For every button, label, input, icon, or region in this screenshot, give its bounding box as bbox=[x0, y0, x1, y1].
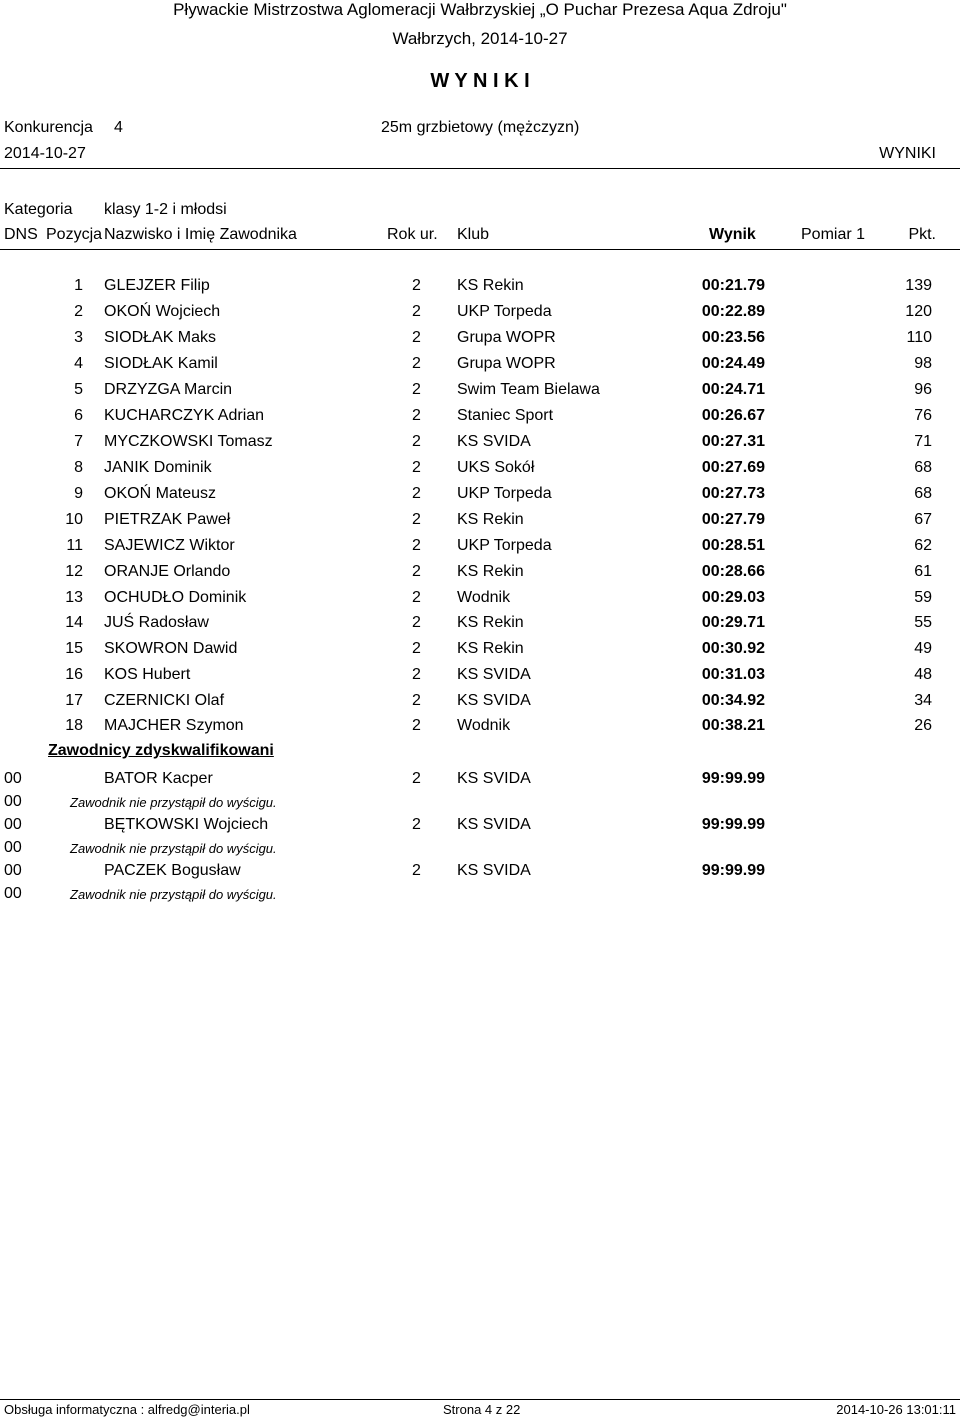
row-year: 2 bbox=[412, 770, 421, 787]
event-date: 2014-10-27 bbox=[4, 145, 86, 162]
row-name: PIETRZAK Paweł bbox=[104, 511, 231, 528]
row-position: 16 bbox=[65, 666, 83, 683]
row-position: 18 bbox=[65, 717, 83, 734]
row-year: 2 bbox=[412, 640, 421, 657]
row-club: Swim Team Bielawa bbox=[457, 381, 600, 398]
category-value: klasy 1-2 i młodsi bbox=[104, 201, 227, 218]
row-time: 00:29.71 bbox=[701, 614, 765, 631]
category-label: Kategoria bbox=[4, 201, 73, 218]
row-time: 00:27.73 bbox=[701, 485, 765, 502]
row-points: 34 bbox=[914, 692, 932, 709]
table-row bbox=[0, 485, 960, 511]
dq-code: 00 bbox=[4, 862, 22, 879]
dq-note-code: 00 bbox=[4, 885, 22, 902]
col-points: Pkt. bbox=[908, 226, 936, 243]
row-time: 00:21.79 bbox=[701, 277, 765, 294]
row-time: 00:28.66 bbox=[701, 563, 765, 580]
row-position: 4 bbox=[74, 355, 83, 372]
table-row bbox=[0, 614, 960, 640]
row-name: OKOŃ Wojciech bbox=[104, 303, 221, 320]
row-year: 2 bbox=[412, 407, 421, 424]
col-club: Klub bbox=[457, 226, 490, 243]
row-position: 13 bbox=[65, 589, 83, 606]
table-row bbox=[0, 640, 960, 666]
row-position: 6 bbox=[74, 407, 83, 424]
row-time: 00:26.67 bbox=[701, 407, 765, 424]
col-dns: DNS bbox=[4, 226, 38, 243]
row-points: 71 bbox=[914, 433, 932, 450]
row-points: 96 bbox=[914, 381, 932, 398]
row-year: 2 bbox=[412, 717, 421, 734]
row-club: KS SVIDA bbox=[457, 666, 531, 683]
row-points: 120 bbox=[905, 303, 932, 320]
row-points: 61 bbox=[914, 563, 932, 580]
row-year: 2 bbox=[412, 277, 421, 294]
row-time: 00:38.21 bbox=[701, 717, 765, 734]
row-name: SIODŁAK Kamil bbox=[104, 355, 218, 372]
row-points: 55 bbox=[914, 614, 932, 631]
col-name: Nazwisko i Imię Zawodnika bbox=[104, 226, 297, 243]
row-club: UKP Torpeda bbox=[457, 537, 552, 554]
row-time: 00:22.89 bbox=[701, 303, 765, 320]
row-time: 00:28.51 bbox=[701, 537, 765, 554]
table-row bbox=[0, 381, 960, 407]
row-position: 12 bbox=[65, 563, 83, 580]
row-position: 14 bbox=[65, 614, 83, 631]
table-row bbox=[0, 511, 960, 537]
row-position: 1 bbox=[74, 277, 83, 294]
col-split: Pomiar 1 bbox=[801, 226, 866, 243]
row-position: 5 bbox=[74, 381, 83, 398]
row-name: OKOŃ Mateusz bbox=[104, 485, 217, 502]
row-name: JUŚ Radosław bbox=[104, 614, 209, 631]
dq-code: 00 bbox=[4, 770, 22, 787]
footer-divider bbox=[0, 1399, 960, 1400]
event-type: WYNIKI bbox=[879, 145, 936, 162]
row-name: PACZEK Bogusław bbox=[104, 862, 241, 879]
row-year: 2 bbox=[412, 329, 421, 346]
row-year: 2 bbox=[412, 537, 421, 554]
row-year: 2 bbox=[412, 692, 421, 709]
col-result: Wynik bbox=[709, 226, 756, 243]
row-name: CZERNICKI Olaf bbox=[104, 692, 225, 709]
row-points: 76 bbox=[914, 407, 932, 424]
row-position: 3 bbox=[74, 329, 83, 346]
row-time: 00:27.69 bbox=[701, 459, 765, 476]
row-name: MAJCHER Szymon bbox=[104, 717, 244, 734]
footer-support: Obsługa informatyczna : alfredg@interia.pl bbox=[4, 1402, 250, 1417]
row-name: OCHUDŁO Dominik bbox=[104, 589, 247, 606]
row-time: 00:34.92 bbox=[701, 692, 765, 709]
table-row bbox=[0, 666, 960, 692]
row-club: UKS Sokół bbox=[457, 459, 535, 476]
table-row bbox=[0, 589, 960, 615]
row-points: 139 bbox=[905, 277, 932, 294]
row-points: 68 bbox=[914, 485, 932, 502]
row-position: 11 bbox=[66, 537, 83, 554]
row-club: KS Rekin bbox=[457, 277, 524, 294]
row-year: 2 bbox=[412, 816, 421, 833]
col-position: Pozycja bbox=[46, 226, 103, 243]
row-name: JANIK Dominik bbox=[104, 459, 212, 476]
row-name: KOS Hubert bbox=[104, 666, 191, 683]
dq-code: 00 bbox=[4, 816, 22, 833]
row-club: Grupa WOPR bbox=[457, 329, 556, 346]
row-club: Staniec Sport bbox=[457, 407, 554, 424]
row-position: 2 bbox=[74, 303, 83, 320]
row-club: KS Rekin bbox=[457, 614, 524, 631]
table-row bbox=[0, 459, 960, 485]
row-club: KS SVIDA bbox=[457, 770, 531, 787]
table-row bbox=[0, 329, 960, 355]
table-row bbox=[0, 770, 960, 796]
row-club: KS Rekin bbox=[457, 511, 524, 528]
row-club: KS SVIDA bbox=[457, 862, 531, 879]
table-row bbox=[0, 862, 960, 888]
row-club: UKP Torpeda bbox=[457, 303, 552, 320]
dq-note-code: 00 bbox=[4, 793, 22, 810]
disqualified-heading: Zawodnicy zdyskwalifikowani bbox=[48, 742, 274, 759]
table-row bbox=[0, 537, 960, 563]
table-row bbox=[0, 563, 960, 589]
row-time: 99:99.99 bbox=[701, 816, 765, 833]
row-position: 7 bbox=[74, 433, 83, 450]
row-time: 00:27.31 bbox=[701, 433, 765, 450]
row-position: 17 bbox=[65, 692, 83, 709]
row-name: SAJEWICZ Wiktor bbox=[104, 537, 235, 554]
row-year: 2 bbox=[412, 459, 421, 476]
row-year: 2 bbox=[412, 485, 421, 502]
row-year: 2 bbox=[412, 614, 421, 631]
row-club: Wodnik bbox=[457, 589, 511, 606]
row-position: 10 bbox=[65, 511, 83, 528]
row-time: 99:99.99 bbox=[701, 862, 765, 879]
row-time: 00:23.56 bbox=[701, 329, 765, 346]
competition-place-date: Wałbrzych, 2014-10-27 bbox=[392, 29, 568, 48]
row-points: 110 bbox=[906, 329, 932, 346]
row-points: 62 bbox=[914, 537, 932, 554]
row-year: 2 bbox=[412, 511, 421, 528]
row-points: 67 bbox=[914, 511, 932, 528]
event-name: 25m grzbietowy (mężczyzn) bbox=[381, 119, 580, 136]
table-row bbox=[0, 407, 960, 433]
row-club: KS SVIDA bbox=[457, 816, 531, 833]
row-time: 00:29.03 bbox=[701, 589, 765, 606]
event-number: 4 bbox=[114, 119, 123, 136]
divider bbox=[0, 249, 960, 250]
row-name: GLEJZER Filip bbox=[104, 277, 210, 294]
row-year: 2 bbox=[412, 355, 421, 372]
footer-page: Strona 4 z 22 bbox=[443, 1402, 521, 1417]
row-year: 2 bbox=[412, 666, 421, 683]
row-year: 2 bbox=[412, 433, 421, 450]
row-points: 59 bbox=[914, 589, 932, 606]
row-year: 2 bbox=[412, 381, 421, 398]
row-year: 2 bbox=[412, 303, 421, 320]
row-position: 15 bbox=[65, 640, 83, 657]
table-row bbox=[0, 816, 960, 842]
row-name: DRZYZGA Marcin bbox=[104, 381, 233, 398]
row-name: KUCHARCZYK Adrian bbox=[104, 407, 265, 424]
table-row bbox=[0, 277, 960, 303]
row-position: 8 bbox=[74, 459, 83, 476]
row-year: 2 bbox=[412, 563, 421, 580]
event-label: Konkurencja bbox=[4, 119, 93, 136]
dq-note: Zawodnik nie przystąpił do wyścigu. bbox=[70, 887, 277, 902]
row-club: KS Rekin bbox=[457, 563, 524, 580]
row-club: KS SVIDA bbox=[457, 692, 531, 709]
dq-note-code: 00 bbox=[4, 839, 22, 856]
row-year: 2 bbox=[412, 589, 421, 606]
row-club: KS SVIDA bbox=[457, 433, 531, 450]
row-name: SKOWRON Dawid bbox=[104, 640, 238, 657]
table-row bbox=[0, 433, 960, 459]
row-time: 99:99.99 bbox=[701, 770, 765, 787]
row-time: 00:24.49 bbox=[701, 355, 765, 372]
row-club: Wodnik bbox=[457, 717, 511, 734]
results-heading: W Y N I K I bbox=[430, 70, 530, 92]
row-time: 00:24.71 bbox=[701, 381, 765, 398]
table-row bbox=[0, 355, 960, 381]
row-club: Grupa WOPR bbox=[457, 355, 556, 372]
row-points: 68 bbox=[914, 459, 932, 476]
table-row bbox=[0, 717, 960, 743]
dq-note: Zawodnik nie przystąpił do wyścigu. bbox=[70, 841, 277, 856]
row-name: SIODŁAK Maks bbox=[104, 329, 217, 346]
dq-note: Zawodnik nie przystąpił do wyścigu. bbox=[70, 795, 277, 810]
row-points: 49 bbox=[914, 640, 932, 657]
row-position: 9 bbox=[74, 485, 83, 502]
row-points: 26 bbox=[914, 717, 932, 734]
competition-title: Pływackie Mistrzostwa Aglomeracji Wałbrzyskiej „O Puchar Prezesa Aqua Zdroju" bbox=[173, 0, 787, 19]
table-row bbox=[0, 303, 960, 329]
row-points: 98 bbox=[914, 355, 932, 372]
table-row bbox=[0, 692, 960, 718]
row-name: BĘTKOWSKI Wojciech bbox=[104, 816, 269, 833]
row-club: UKP Torpeda bbox=[457, 485, 552, 502]
row-time: 00:27.79 bbox=[701, 511, 765, 528]
row-name: BATOR Kacper bbox=[104, 770, 213, 787]
row-name: MYCZKOWSKI Tomasz bbox=[104, 433, 273, 450]
col-year: Rok ur. bbox=[387, 226, 438, 243]
row-time: 00:30.92 bbox=[701, 640, 765, 657]
row-year: 2 bbox=[412, 862, 421, 879]
row-points: 48 bbox=[914, 666, 932, 683]
footer-timestamp: 2014-10-26 13:01:11 bbox=[836, 1402, 956, 1417]
row-time: 00:31.03 bbox=[701, 666, 765, 683]
row-name: ORANJE Orlando bbox=[104, 563, 231, 580]
divider bbox=[0, 168, 960, 169]
row-club: KS Rekin bbox=[457, 640, 524, 657]
